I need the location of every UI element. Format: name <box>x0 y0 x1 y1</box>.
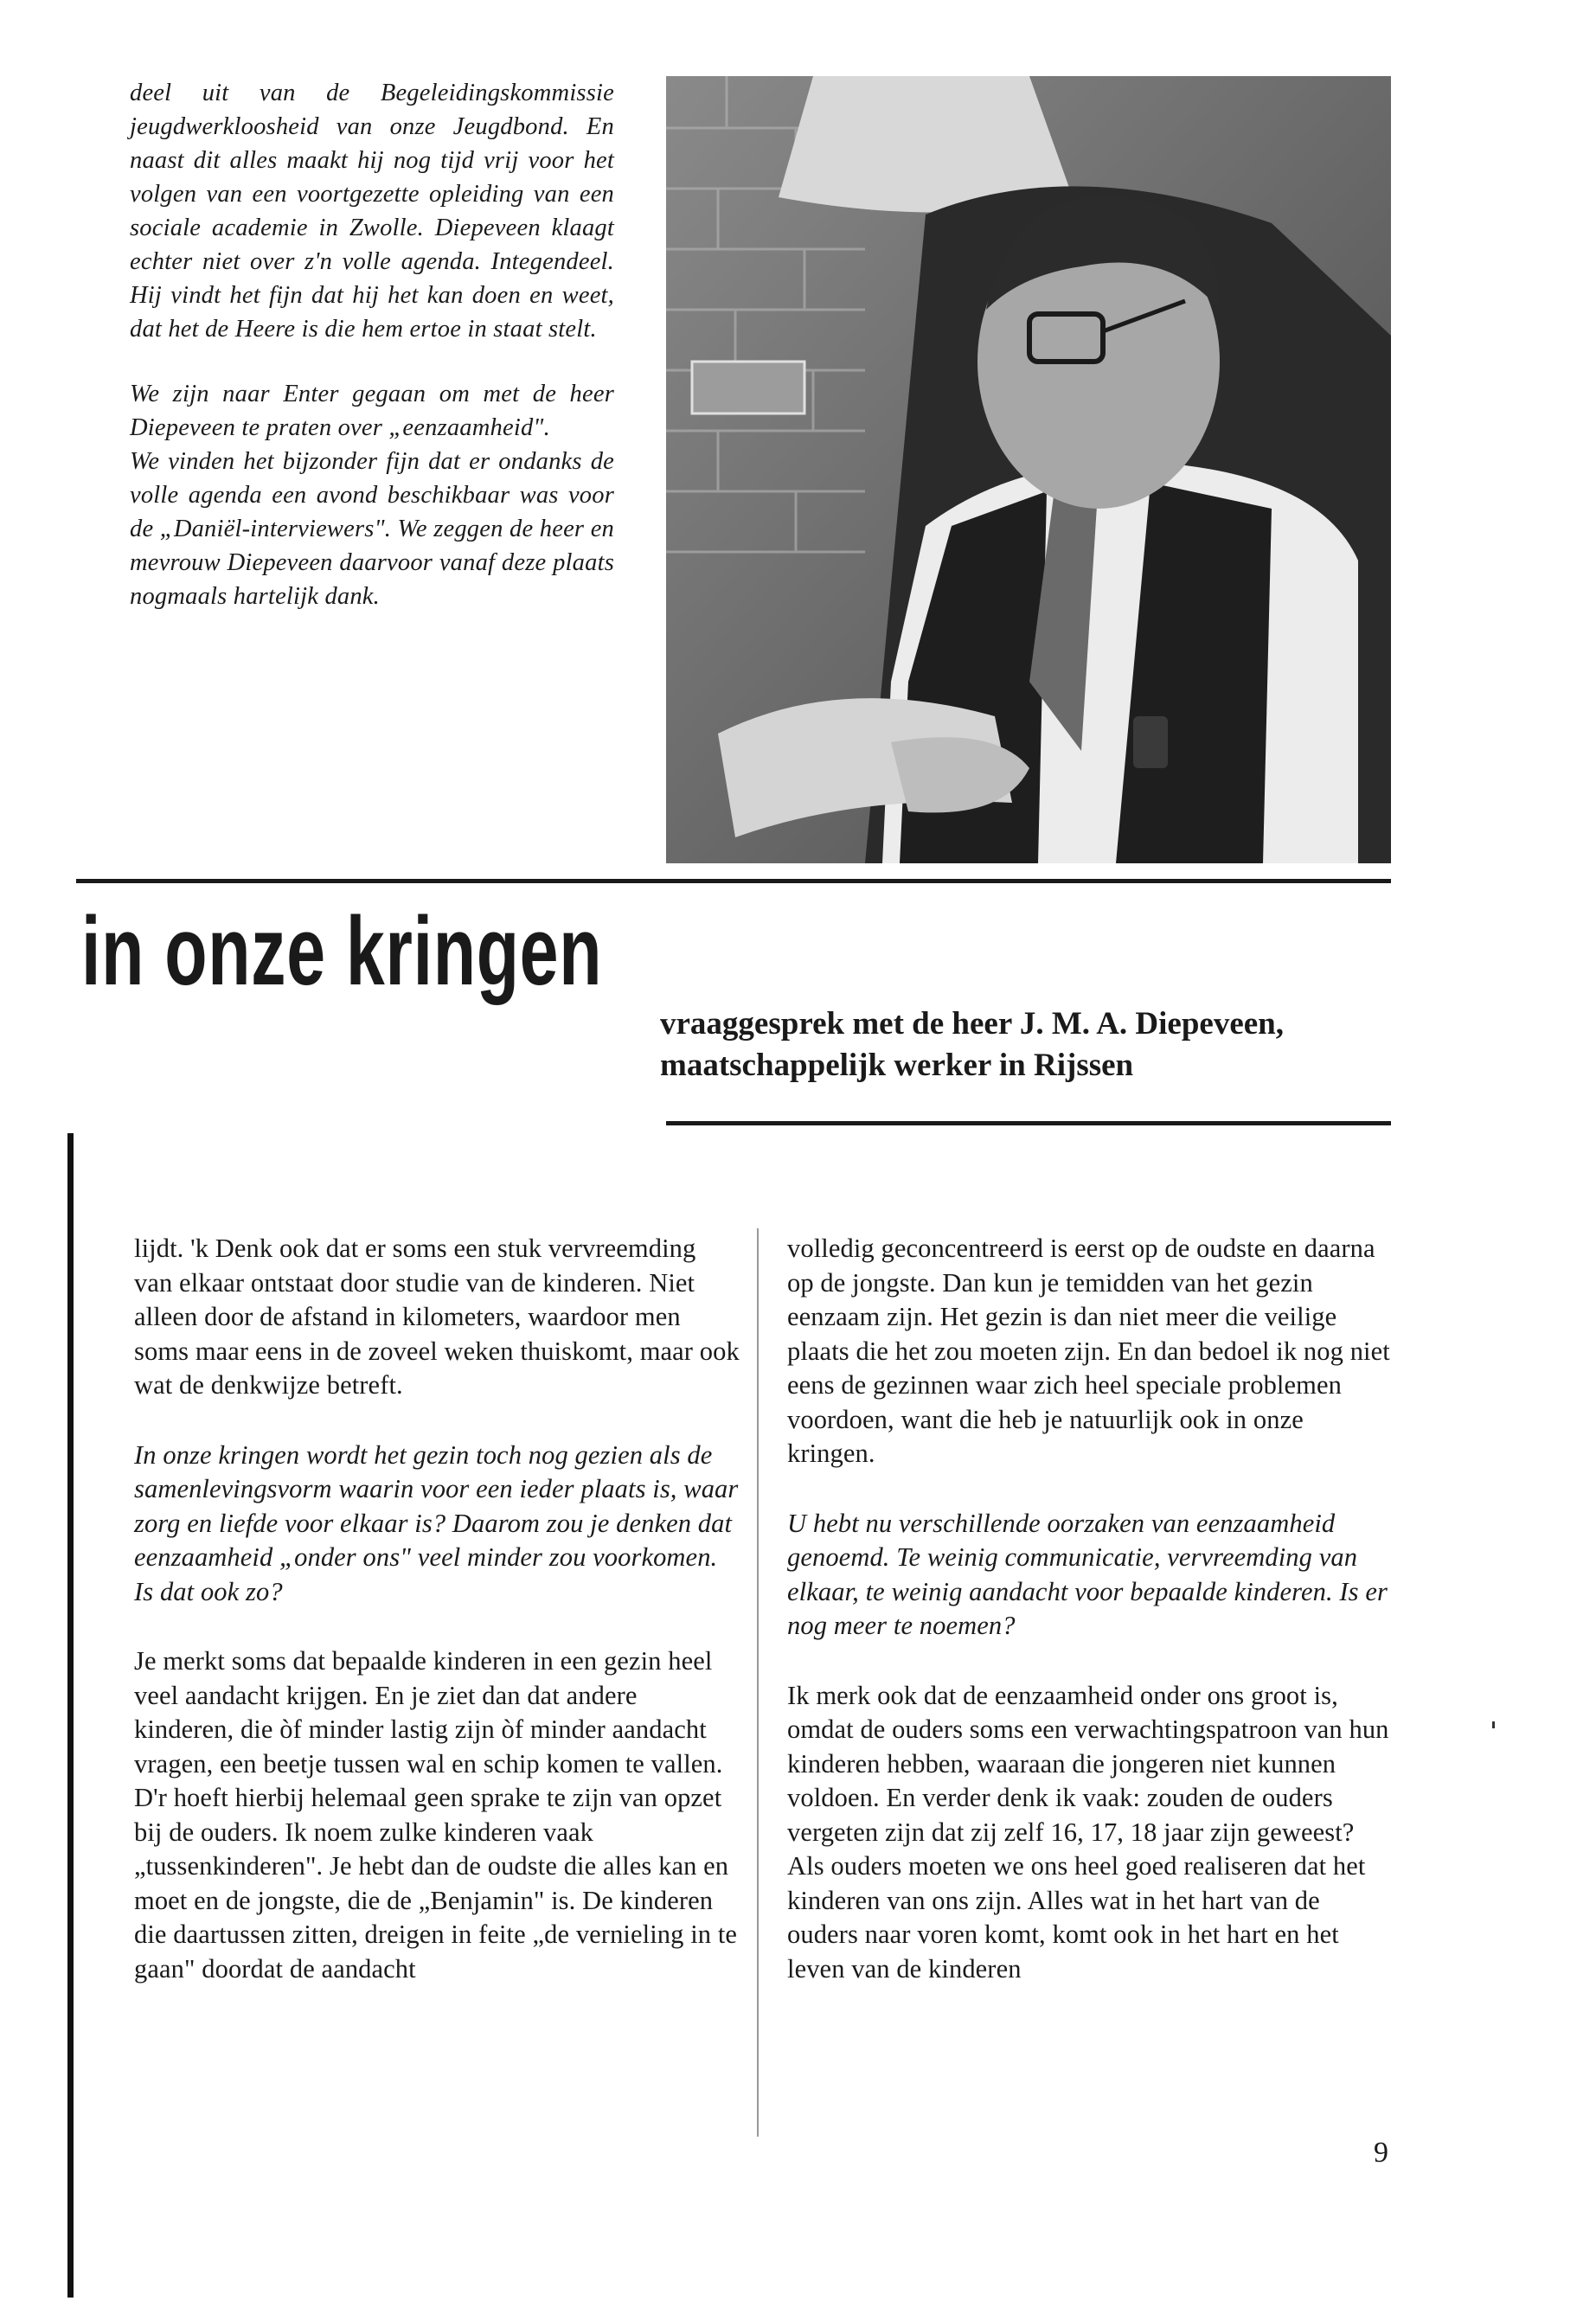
article-subtitle <box>660 1003 1404 1086</box>
body-paragraph: lijdt. 'k Denk ook dat er soms een stuk vervreemding van elkaar ontstaat door studie van de kinderen. Niet alleen door de afstand in kilometers, waardoor men soms maar eens in de zoveel weken thuiskomt, maar ook wat de denkwijze betreft. <box>134 1234 740 1400</box>
subtitle-line: vraaggesprek met de heer J. M. A. Diepeveen, <box>660 1006 1285 1042</box>
left-column <box>134 1232 740 1986</box>
intro-paragraph-text: We zijn naar Enter gegaan om met de heer Diepeveen te praten over „eenzaamheid". <box>130 381 614 441</box>
right-column <box>787 1232 1393 1986</box>
intro-text <box>130 76 614 613</box>
interview-question: In onze kringen wordt het gezin toch nog gezien als de samenlevingsvorm waarin voor een ieder plaats is, waar zorg en liefde voor elkaar is? Daarom zou je denken dat eenzaamheid „onder ons" veel minder zou voorkomen. Is dat ook zo? <box>134 1439 739 1606</box>
watch <box>1133 716 1168 768</box>
page-left-border <box>67 1133 74 2298</box>
banner-bottom-rule <box>666 1121 1391 1125</box>
banner-top-rule <box>76 879 1391 883</box>
subtitle-line: maatschappelijk werker in Rijssen <box>660 1048 1134 1083</box>
intro-paragraph: deel uit van de Begeleidingskommissie jeugdwerkloosheid van onze Jeugdbond. En naast dit alles maakt hij nog tijd vrij voor het volgen van een voortgezette opleiding van een sociale academie in Zwolle. Diepeveen klaagt echter niet over z'n volle agenda. Integendeel. Hij vindt het fijn dat hij het kan doen en weet, dat het de Heere is die hem ertoe in staat stelt. <box>130 80 614 343</box>
body-paragraph: Ik merk ook dat de eenzaamheid onder ons groot is, omdat de ouders soms een verwachtingspatroon van hun kinderen hebben, waaraan die jongeren niet kunnen voldoen. En verder denk ik vaak: zouden de ouders vergeten zijn dat zij zelf 16, 17, 18 jaar zijn geweest? Als ouders moeten we ons heel goed realiseren dat het kinderen van ons zijn. Alles wat in het hart van de ouders naar voren komt, komt ook in het hart en het leven van de kinderen <box>787 1680 1389 1984</box>
body-paragraph: Je merkt soms dat bepaalde kinderen in een gezin heel veel aandacht krijgen. En je ziet dan dat andere kinderen, die òf minder lastig zijn òf minder aandacht vragen, een beetje tussen wal en schip komen te vallen. D'r hoeft hierbij helemaal geen sprake te zijn van opzet bij de ouders. Ik noem zulke kinderen vaak „tussenkinderen". Je hebt dan de oudste die alles kan en moet en de jongste, die de „Benjamin" is. De kinderen die daartussen zitten, dreigen in feite „de vernieling in te gaan" doordat de aandacht <box>134 1646 738 1984</box>
intro-paragraph <box>130 377 614 613</box>
section-title: in onze kringen <box>81 897 603 1005</box>
wall-plaque <box>692 362 804 413</box>
print-mark <box>1492 1721 1495 1728</box>
column-divider <box>757 1228 759 2137</box>
interview-photo <box>666 76 1391 863</box>
body-paragraph: volledig geconcentreerd is eerst op de oudste en daarna op de jongste. Dan kun je temidden van het gezin eenzaam zijn. Het gezin is dan niet meer die veilige plaats die het zou moeten zijn. En dan bedoel ik nog niet eens de gezinnen waar zich heel speciale problemen voordoen, want die heb je natuurlijk ook in onze kringen. <box>787 1234 1390 1468</box>
intro-paragraph-text: We vinden het bijzonder fijn dat er ondanks de volle agenda een avond beschikbaar was voor de „Daniël-interviewers". We zeggen de heer en mevrouw Diepeveen daarvoor vanaf deze plaats nogmaals hartelijk dank. <box>130 448 614 610</box>
page-number: 9 <box>1374 2137 1388 2169</box>
interview-question: U hebt nu verschillende oorzaken van eenzaamheid genoemd. Te weinig communicatie, vervreemding van elkaar, te weinig aandacht voor bepaalde kinderen. Is er nog meer te noemen? <box>787 1508 1388 1640</box>
photo-illustration <box>666 76 1391 863</box>
